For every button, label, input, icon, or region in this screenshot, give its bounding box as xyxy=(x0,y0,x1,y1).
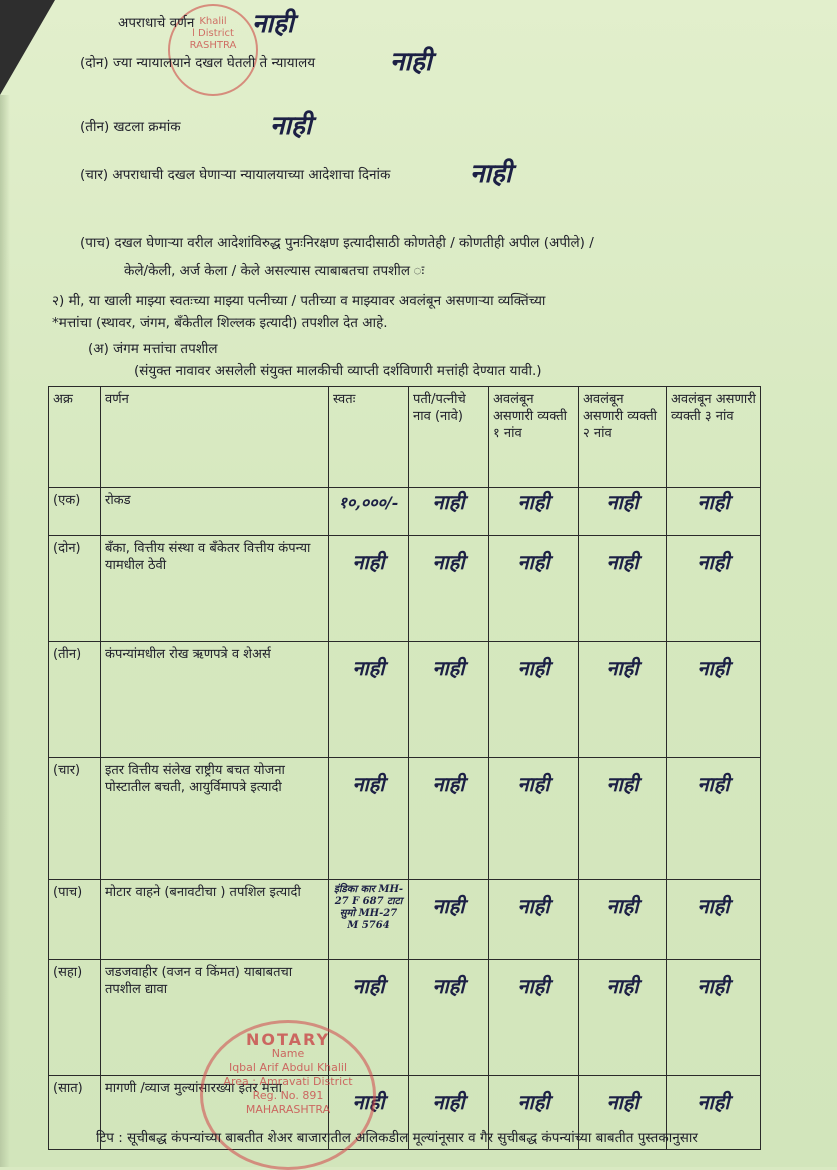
value-self: नाही xyxy=(352,974,385,998)
value-self: नाही xyxy=(352,772,385,796)
stamp-line: Khalil xyxy=(199,16,227,27)
value-dependent-2: नाही xyxy=(606,550,639,574)
value-dependent-3: नाही xyxy=(697,1090,730,1114)
value-dependent-3: नाही xyxy=(697,894,730,918)
section-2-line-1: २) मी, या खाली माझ्या स्वतःच्या माझ्या पत्नीच्या / पतीच्या व माझ्यावर अवलंबून असणाऱ्या व्यक्तिंच्या xyxy=(52,293,546,309)
table-row xyxy=(49,960,761,1076)
row-number: (सहा) xyxy=(49,960,101,1076)
notary-name-label: Name xyxy=(271,1047,305,1060)
header-description: वर्णन xyxy=(101,387,329,488)
crime-description-label: अपराधाचे वर्णन xyxy=(118,15,195,31)
header-self: स्वतः xyxy=(329,387,409,488)
case-number-label: (तीन) खटला क्रमांक xyxy=(80,119,181,135)
folded-corner xyxy=(0,0,55,95)
movable-assets-heading: (अ) जंगम मत्तांचा तपशील xyxy=(88,341,218,357)
header-spouse: पती/पत्नीचे नाव (नावे) xyxy=(409,387,489,488)
row-description: बँका, वित्तीय संस्था व बँकेतर वित्तीय कंपन्या यामधील ठेवी xyxy=(101,536,329,642)
value-dependent-1: नाही xyxy=(517,656,550,680)
value-spouse: नाही xyxy=(432,656,465,680)
joint-ownership-note: (संयुक्त नावावर असलेली संयुक्त मालकीची व्याप्ती दर्शविणारी मत्तांही देण्यात यावी.) xyxy=(134,363,542,379)
value-dependent-1: नाही xyxy=(517,550,550,574)
value-spouse: नाही xyxy=(432,550,465,574)
notary-reg: Reg. No. 891 xyxy=(252,1089,324,1102)
header-dependent-1: अवलंबून असणारी व्यक्ती १ नांव xyxy=(489,387,579,488)
value-spouse: नाही xyxy=(432,974,465,998)
value-dependent-1: नाही xyxy=(517,1090,550,1114)
value-spouse: नाही xyxy=(432,1090,465,1114)
crime-description-value: नाही xyxy=(252,9,294,39)
value-spouse: नाही xyxy=(432,490,465,514)
notary-stamp xyxy=(200,1020,376,1170)
row-number: (एक) xyxy=(49,488,101,536)
value-dependent-2: नाही xyxy=(606,772,639,796)
notary-title: NOTARY xyxy=(245,1030,331,1049)
row-number: (तीन) xyxy=(49,642,101,758)
page-edge-shadow xyxy=(0,95,10,1167)
value-self: इंडिका कार MH-27 F 687 टाटा सुमो MH-27 M 5764 xyxy=(333,884,404,931)
court-label: (दोन) ज्या न्यायालयाने दखल घेतली ते न्यायालय xyxy=(80,55,316,71)
value-dependent-2: नाही xyxy=(606,1090,639,1114)
value-dependent-3: नाही xyxy=(697,490,730,514)
row-description: मागणी /व्याज मुल्यांसारख्या इतर मत्ता xyxy=(101,1076,329,1150)
row-description: इतर वित्तीय संलेख राष्ट्रीय बचत योजना पोस्टातील बचती, आयुर्विमापत्रे इत्यादी xyxy=(101,758,329,880)
row-number: (दोन) xyxy=(49,536,101,642)
order-date-label: (चार) अपराधाची दखल घेणाऱ्या न्यायालयाच्या आदेशाचा दिनांक xyxy=(80,167,391,183)
row-description: जडजवाहीर (वजन व किंमत) याबाबतचा तपशील द्यावा xyxy=(101,960,329,1076)
table-row xyxy=(49,642,761,758)
row-description: मोटार वाहने (बनावटीचा ) तपशिल इत्यादी xyxy=(101,880,329,960)
value-self: नाही xyxy=(352,1090,385,1114)
table-row xyxy=(49,758,761,880)
value-dependent-1: नाही xyxy=(517,894,550,918)
notary-name: Iqbal Arif Abdul Khalil xyxy=(228,1061,348,1074)
value-dependent-2: नाही xyxy=(606,974,639,998)
case-number-value: नाही xyxy=(270,111,312,141)
row-number: (चार) xyxy=(49,758,101,880)
row-description: रोकड xyxy=(101,488,329,536)
table-row xyxy=(49,488,761,536)
section-2-line-2: *मत्तांचा (स्थावर, जंगम, बँकेतील शिल्लक इत्यादी) तपशील देत आहे. xyxy=(52,315,388,331)
notary-area: Area : Amravati District xyxy=(223,1075,353,1088)
value-self: १०,०००/- xyxy=(338,493,399,512)
value-dependent-3: नाही xyxy=(697,550,730,574)
value-self: नाही xyxy=(352,656,385,680)
footer-note: टिप : सूचीबद्ध कंपन्यांच्या बाबतीत शेअर बाजारातील अलिकडील मूल्यांनूसार व गैर सुचीबद्ध कंपन्यांच्या बाबतीत पुस्तकानुसार xyxy=(96,1130,698,1146)
value-dependent-1: नाही xyxy=(517,490,550,514)
table-row xyxy=(49,536,761,642)
value-dependent-3: नाही xyxy=(697,772,730,796)
value-spouse: नाही xyxy=(432,894,465,918)
value-dependent-3: नाही xyxy=(697,974,730,998)
value-dependent-2: नाही xyxy=(606,894,639,918)
appeal-line-1: (पाच) दखल घेणाऱ्या वरील आदेशांविरुद्ध पुनःनिरक्षण इत्यादीसाठी कोणतेही / कोणतीही अपील (अपीले) / xyxy=(80,235,594,251)
notary-state: MAHARASHTRA xyxy=(245,1103,331,1116)
value-spouse: नाही xyxy=(432,772,465,796)
court-value: नाही xyxy=(390,47,432,77)
order-date-value: नाही xyxy=(470,159,512,189)
table-header-row xyxy=(49,387,761,488)
header-dependent-2: अवलंबून असणारी व्यक्ती २ नांव xyxy=(579,387,667,488)
stamp-line: RASHTRA xyxy=(189,40,237,51)
value-dependent-2: नाही xyxy=(606,490,639,514)
value-dependent-1: नाही xyxy=(517,974,550,998)
movable-assets-table xyxy=(48,386,761,1150)
value-dependent-3: नाही xyxy=(697,656,730,680)
appeal-line-2: केले/केली, अर्ज केला / केले असल्यास त्याबाबतचा तपशील ः xyxy=(124,263,425,279)
header-serial: अक्र xyxy=(49,387,101,488)
row-number: (सात) xyxy=(49,1076,101,1150)
row-number: (पाच) xyxy=(49,880,101,960)
row-description: कंपन्यांमधील रोख ऋणपत्रे व शेअर्स xyxy=(101,642,329,758)
table-row xyxy=(49,880,761,960)
value-dependent-2: नाही xyxy=(606,656,639,680)
stamp-line: l District xyxy=(192,28,234,39)
value-dependent-1: नाही xyxy=(517,772,550,796)
header-dependent-3: अवलंबून असणारी व्यक्ती ३ नांव xyxy=(667,387,761,488)
value-self: नाही xyxy=(352,550,385,574)
